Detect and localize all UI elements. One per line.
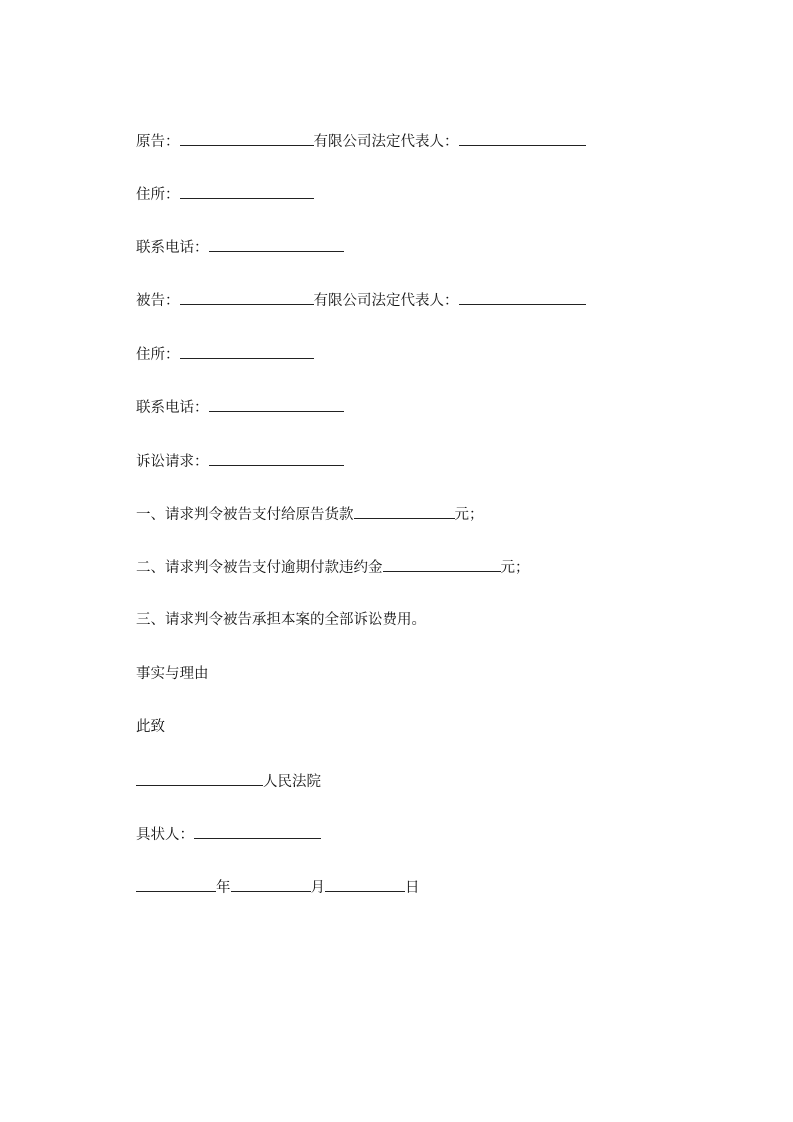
plaintiff-line	[136, 131, 586, 152]
court-suffix: 人民法院	[263, 774, 321, 790]
claims-label: 诉讼请求：	[136, 454, 209, 470]
month-label: 月	[310, 880, 325, 896]
signer-line	[136, 824, 321, 845]
plaintiff-name-blank	[180, 131, 314, 146]
year-blank	[136, 877, 216, 892]
claims-line	[136, 451, 344, 472]
defendant-name-blank	[180, 290, 314, 305]
plaintiff-representative-blank	[459, 131, 586, 146]
defendant-label: 被告：	[136, 293, 180, 309]
plaintiff-company-label: 有限公司法定代表人：	[313, 134, 459, 150]
defendant-address-label: 住所：	[136, 347, 180, 363]
claim-1-line	[136, 504, 484, 525]
facts-heading-text: 事实与理由	[136, 666, 209, 682]
claim-3-line	[136, 610, 426, 630]
defendant-company-label: 有限公司法定代表人：	[313, 293, 459, 309]
year-label: 年	[216, 880, 231, 896]
claim-2-text: 二、请求判令被告支付逾期付款违约金	[136, 560, 383, 576]
court-name-blank	[136, 771, 263, 786]
defendant-phone-blank	[209, 397, 344, 412]
plaintiff-phone-line	[136, 237, 344, 258]
plaintiff-phone-label: 联系电话：	[136, 240, 209, 256]
claim-3-text: 三、请求判令被告承担本案的全部诉讼费用。	[136, 612, 426, 628]
day-blank	[325, 877, 405, 892]
claim-1-text: 一、请求判令被告支付给原告货款	[136, 507, 354, 523]
day-label: 日	[405, 880, 420, 896]
defendant-line	[136, 290, 586, 311]
defendant-address-line	[136, 344, 314, 365]
salutation-text: 此致	[136, 719, 165, 735]
plaintiff-label: 原告：	[136, 134, 180, 150]
defendant-address-blank	[180, 344, 314, 359]
claim-2-line	[136, 557, 530, 578]
facts-heading	[136, 664, 209, 684]
month-blank	[231, 877, 311, 892]
claim-1-amount-blank	[354, 504, 455, 519]
signer-blank	[194, 824, 321, 839]
salutation-line	[136, 717, 165, 737]
plaintiff-address-blank	[180, 184, 314, 199]
plaintiff-address-label: 住所：	[136, 187, 180, 203]
date-line	[136, 877, 420, 898]
claim-2-unit: 元；	[500, 560, 530, 576]
plaintiff-address-line	[136, 184, 314, 205]
defendant-phone-label: 联系电话：	[136, 400, 209, 416]
court-line	[136, 771, 321, 792]
defendant-phone-line	[136, 397, 344, 418]
claim-2-amount-blank	[383, 557, 501, 572]
claims-blank	[209, 451, 344, 466]
defendant-representative-blank	[459, 290, 586, 305]
plaintiff-phone-blank	[209, 237, 344, 252]
signer-label: 具状人：	[136, 827, 194, 843]
claim-1-unit: 元；	[454, 507, 484, 523]
